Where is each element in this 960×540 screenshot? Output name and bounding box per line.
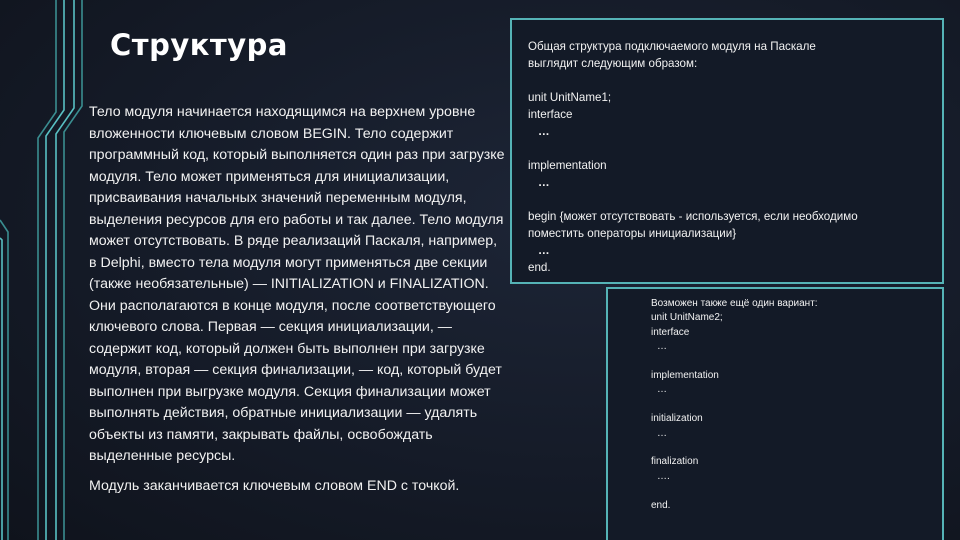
code-unit-line: unit UnitName1; [528,91,612,104]
code-end-line: end. [528,261,551,274]
alternative-structure-box [606,287,944,540]
body-paragraph-end: Модуль заканчивается ключевым словом END с точкой. [89,477,460,494]
box2-intro-line: Возможен также ещё один вариант: [651,298,818,309]
code-ellipsis: … [538,244,550,257]
blank-line [651,441,932,455]
code-finalization-keyword: finalization [651,456,699,468]
blank-line [651,355,932,369]
body-paragraph: Тело модуля начинается находящимся на верхнем уровне вложенности ключевым словом BEGIN. Тело содержит программный код, который выполняется один раз при загрузке модуля. Тело может применяться для инициализации, присваивания начальных значений переменным модуля, выделения ресурсов для его работы и так далее. Тело модуля может отсутствовать. В ряде реализаций Паскаля, например, в Delphi, вместо тела модуля могут применяться две секции (также необязательные) — INITIALIZATION и FINALIZATION. Они располагаются в конце модуля, после соответствующего ключевого слова. Первая — секция инициализации, — содержит код, который должен быть выполнен при загрузке модуля, вторая — секция финализации, — код, который будет выполнен при выгрузке модуля. Секция финализации может выполнять действия, обратные инициализации — удалять объекты из памяти, закрывать файлы, освобождать выделенные ресурсы. [89,104,505,464]
code-begin-line-2: поместить операторы инициализации} [528,227,737,240]
body-text [89,102,507,497]
blank-line [528,72,926,89]
code-ellipsis: … [538,176,550,189]
code-unit-line: unit UnitName2; [651,312,723,324]
code-ellipsis: … [657,341,667,353]
page-title: Структура [110,28,288,62]
blank-line [528,191,926,208]
blank-line [651,484,932,498]
code-end-line: end. [651,499,671,511]
code-interface-keyword: interface [528,108,573,121]
code-interface-keyword: interface [651,326,690,338]
code-ellipsis: …. [657,470,670,482]
code-begin-line-1: begin {может отсутствовать - используется, если необходимо [528,210,858,223]
blank-line [651,398,932,412]
code-ellipsis: … [657,427,667,439]
code-implementation-keyword: implementation [528,159,607,172]
box1-intro-line-1: Общая структура подключаемого модуля на Паскале [528,40,816,53]
code-ellipsis: … [657,384,667,396]
code-ellipsis: … [538,125,550,138]
module-structure-box [510,18,944,284]
code-implementation-keyword: implementation [651,370,719,382]
blank-line [528,140,926,157]
box1-intro-line-2: выглядит следующим образом: [528,57,698,70]
code-initialization-keyword: initialization [651,413,703,425]
